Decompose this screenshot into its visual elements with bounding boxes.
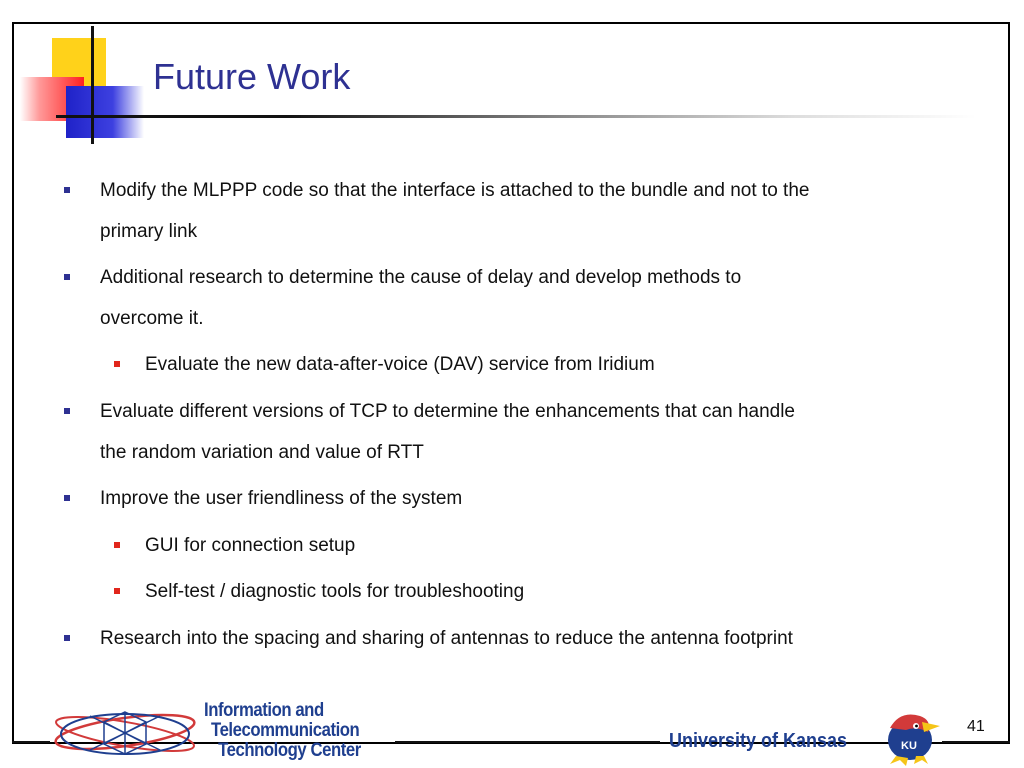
footer-line-right xyxy=(942,741,1010,743)
slide-frame xyxy=(12,22,1010,744)
bullet-text-line: Research into the spacing and sharing of antennas to reduce the antenna footprint xyxy=(100,628,793,649)
bullet-text-line: Improve the user friendliness of the system xyxy=(100,488,463,509)
page-number: 41 xyxy=(967,718,985,735)
jayhawk-mascot-icon xyxy=(876,706,942,766)
bullet-text-line: Additional research to determine the cause of delay and develop methods to xyxy=(100,267,742,288)
slide-title: Future Work xyxy=(153,56,351,97)
title-underline xyxy=(56,115,976,118)
bullet-text-line: primary link xyxy=(100,221,198,242)
bullet-text-line: GUI for connection setup xyxy=(145,535,356,556)
bullet-text-line: Evaluate different versions of TCP to determine the enhancements that can handle xyxy=(100,401,795,422)
decor-blue-block xyxy=(66,86,144,138)
bullet-text-line: Self-test / diagnostic tools for troubleshooting xyxy=(145,581,525,602)
bullet-text-line: Modify the MLPPP code so that the interface is attached to the bundle and not to the xyxy=(100,180,810,201)
itc-line-3: Technology Center xyxy=(218,740,361,761)
itc-line-2: Telecommunication xyxy=(211,720,360,741)
university-name: University of Kansas xyxy=(669,730,848,752)
itc-line-1: Information and xyxy=(204,700,324,721)
bullet-text-line: Evaluate the new data-after-voice (DAV) service from Iridium xyxy=(145,354,655,375)
footer-line-left xyxy=(12,741,50,743)
bullet-text-line: the random variation and value of RTT xyxy=(100,442,424,463)
itc-network-logo-icon xyxy=(50,698,200,768)
decor-vertical-line xyxy=(91,26,94,144)
itc-logo-text xyxy=(204,701,361,761)
mascot-badge: KU xyxy=(901,740,917,752)
footer-line-middle xyxy=(395,741,660,743)
bullet-text-line: overcome it. xyxy=(100,308,204,329)
